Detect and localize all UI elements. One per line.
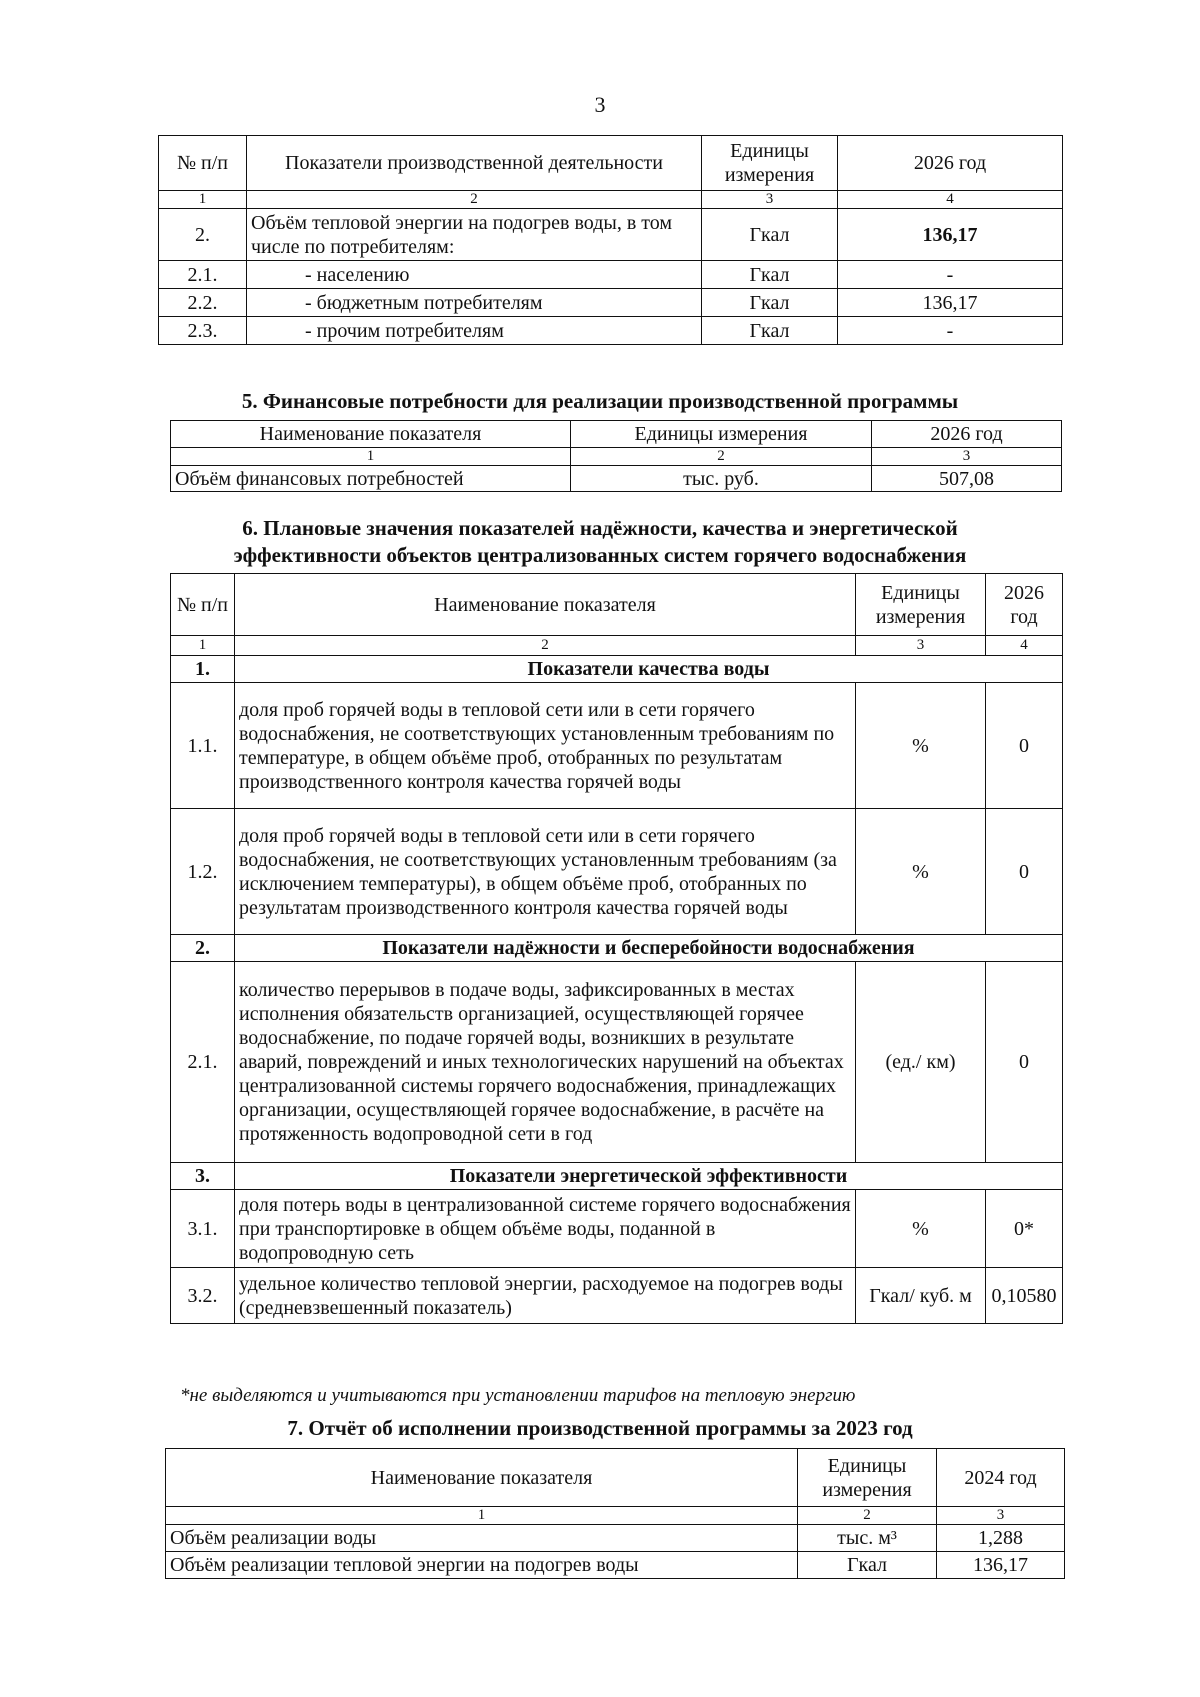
col-number: 1 [171, 448, 571, 466]
column-number-row [171, 636, 1063, 656]
row-unit: Гкал [702, 289, 838, 317]
row-name: доля проб горячей воды в тепловой сети или в сети горячего водоснабжения, не соответствующих установленным требованиям по температуре, в общем объёме проб, отобранных по результатам производственного контроля качества горячей воды [235, 683, 856, 809]
col-number: 3 [856, 636, 986, 656]
row-name: Объём реализации тепловой энергии на подогрев воды [166, 1552, 798, 1579]
row-unit: % [856, 809, 986, 935]
header-indicator: Наименование показателя [166, 1449, 798, 1507]
col-number: 1 [166, 1507, 798, 1525]
group-row [171, 1163, 1063, 1190]
group-title: Показатели энергетической эффективности [235, 1163, 1063, 1190]
row-unit: Гкал [702, 209, 838, 261]
table-row [159, 261, 1063, 289]
row-name: - населению [247, 261, 702, 289]
footnote: *не выделяются и учитываются при установлении тарифов на тепловую энергию [180, 1385, 856, 1406]
table-row [171, 809, 1063, 935]
header-unit: Единицы измерения [856, 574, 986, 636]
table-row [171, 466, 1062, 492]
row-name: Объём тепловой энергии на подогрев воды, в том числе по потребителям: [247, 209, 702, 261]
table-row [171, 962, 1063, 1163]
header-unit: Единицы измерения [571, 421, 872, 448]
header-indicator: Наименование показателя [235, 574, 856, 636]
row-number: 3.1. [171, 1190, 235, 1268]
col-number: 2 [247, 191, 702, 209]
row-name: доля проб горячей воды в тепловой сети или в сети горячего водоснабжения, не соответствующих установленным требованиям (за исключением температуры), в общем объёме проб, отобранных по результатам производственного контроля качества горячей воды [235, 809, 856, 935]
production-indicators-table [158, 135, 1063, 345]
col-number: 1 [159, 191, 247, 209]
header-unit: Единицы измерения [798, 1449, 937, 1507]
table-header-row [171, 574, 1063, 636]
row-unit: тыс. м³ [798, 1525, 937, 1552]
col-number: 3 [702, 191, 838, 209]
header-year: 2026 год [986, 574, 1063, 636]
row-number: 1.2. [171, 809, 235, 935]
header-year: 2026 год [838, 136, 1063, 191]
row-name: Объём финансовых потребностей [171, 466, 571, 492]
header-number: № п/п [171, 574, 235, 636]
row-name: доля потерь воды в централизованной системе горячего водоснабжения при транспортировке в общем объёме воды, поданной в водопроводную сеть [235, 1190, 856, 1268]
row-value: - [838, 317, 1063, 345]
group-number: 3. [171, 1163, 235, 1190]
row-unit: Гкал/ куб. м [856, 1268, 986, 1324]
table-row [166, 1552, 1065, 1579]
col-number: 2 [798, 1507, 937, 1525]
col-number: 3 [937, 1507, 1065, 1525]
header-indicator: Показатели производственной деятельности [247, 136, 702, 191]
table-row [171, 1190, 1063, 1268]
section-7-title: 7. Отчёт об исполнении производственной программы за 2023 год [287, 1416, 913, 1440]
section-6-title-line-1: 6. Плановые значения показателей надёжности, качества и энергетической [242, 516, 958, 540]
table-row [171, 1268, 1063, 1324]
section-6-title-line-2: эффективности объектов централизованных систем горячего водоснабжения [233, 543, 967, 567]
row-unit: тыс. руб. [571, 466, 872, 492]
reliability-indicators-table [170, 573, 1063, 1324]
table-header-row [159, 136, 1063, 191]
row-value: 136,17 [838, 209, 1063, 261]
row-number: 2.3. [159, 317, 247, 345]
column-number-row [166, 1507, 1065, 1525]
row-unit: Гкал [702, 261, 838, 289]
row-value: 0 [986, 962, 1063, 1163]
row-number: 2. [159, 209, 247, 261]
program-report-table [165, 1448, 1065, 1579]
row-value: 0* [986, 1190, 1063, 1268]
header-number: № п/п [159, 136, 247, 191]
row-unit: % [856, 683, 986, 809]
row-value: 136,17 [838, 289, 1063, 317]
row-value: - [838, 261, 1063, 289]
row-value: 0 [986, 809, 1063, 935]
column-number-row [171, 448, 1062, 466]
row-number: 2.1. [159, 261, 247, 289]
col-number: 2 [235, 636, 856, 656]
group-row [171, 656, 1063, 683]
row-number: 2.2. [159, 289, 247, 317]
col-number: 4 [838, 191, 1063, 209]
row-name: - бюджетным потребителям [247, 289, 702, 317]
row-unit: Гкал [702, 317, 838, 345]
header-indicator: Наименование показателя [171, 421, 571, 448]
column-number-row [159, 191, 1063, 209]
col-number: 4 [986, 636, 1063, 656]
row-unit: % [856, 1190, 986, 1268]
table-row [159, 317, 1063, 345]
row-name: Объём реализации воды [166, 1525, 798, 1552]
financial-needs-table [170, 420, 1062, 492]
header-year: 2026 год [872, 421, 1062, 448]
row-name: удельное количество тепловой энергии, расходуемое на подогрев воды (средневзвешенный показатель) [235, 1268, 856, 1324]
group-title: Показатели надёжности и бесперебойности водоснабжения [235, 935, 1063, 962]
col-number: 1 [171, 636, 235, 656]
header-year: 2024 год [937, 1449, 1065, 1507]
row-value: 136,17 [937, 1552, 1065, 1579]
row-number: 3.2. [171, 1268, 235, 1324]
page-number: 3 [594, 92, 606, 117]
row-name: количество перерывов в подаче воды, зафиксированных в местах исполнения обязательств организацией, осуществляющей горячее водоснабжение, по подаче горячей воды, возникших в результате аварий, повреждений и иных технологических нарушений на объектах централизованной системы горячего водоснабжения, принадлежащих организации, осуществляющей горячее водоснабжение, в расчёте на протяженность водопроводной сети в год [235, 962, 856, 1163]
row-value: 0 [986, 683, 1063, 809]
section-5-title: 5. Финансовые потребности для реализации производственной программы [241, 389, 959, 413]
table-header-row [166, 1449, 1065, 1507]
row-value: 1,288 [937, 1525, 1065, 1552]
table-row [159, 289, 1063, 317]
group-number: 1. [171, 656, 235, 683]
group-number: 2. [171, 935, 235, 962]
row-unit: (ед./ км) [856, 962, 986, 1163]
row-unit: Гкал [798, 1552, 937, 1579]
row-value: 507,08 [872, 466, 1062, 492]
group-title: Показатели качества воды [235, 656, 1063, 683]
table-row [171, 683, 1063, 809]
table-row [166, 1525, 1065, 1552]
row-number: 1.1. [171, 683, 235, 809]
row-name: - прочим потребителям [247, 317, 702, 345]
col-number: 2 [571, 448, 872, 466]
row-value: 0,10580 [986, 1268, 1063, 1324]
row-number: 2.1. [171, 962, 235, 1163]
col-number: 3 [872, 448, 1062, 466]
header-unit: Единицы измерения [702, 136, 838, 191]
table-row [159, 209, 1063, 261]
group-row [171, 935, 1063, 962]
table-header-row [171, 421, 1062, 448]
